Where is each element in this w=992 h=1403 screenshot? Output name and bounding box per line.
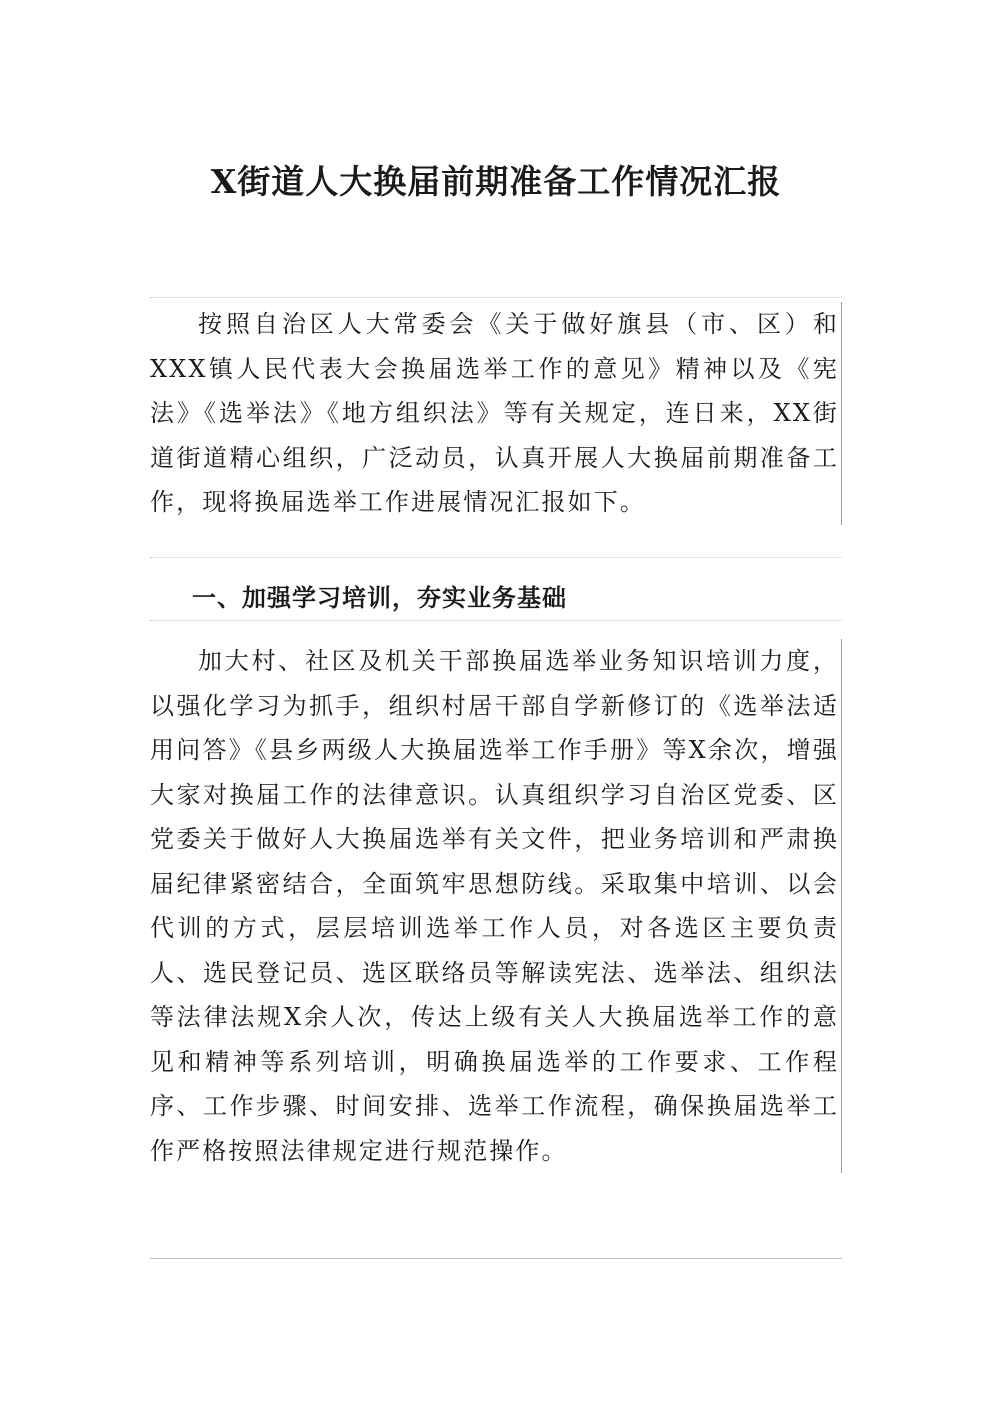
divider-after-intro — [150, 557, 842, 558]
document-title: X街道人大换届前期准备工作情况汇报 — [210, 162, 782, 201]
divider-after-heading — [150, 620, 842, 621]
divider-bottom — [150, 1258, 842, 1259]
divider-top — [150, 297, 842, 298]
section-heading: 一、加强学习培训，夯实业务基础 — [192, 584, 567, 612]
section-body-paragraph: 加大村、社区及机关干部换届选举业务知识培训力度，以强化学习为抓手，组织村居干部自学新修订的《选举法适用问答》《县乡两级人大换届选举工作手册》等X余次，增强大家对换届工作的法律意识。认真组织学习自治区党委、区党委关于做好人大换届选举有关文件，把业务培训和严肃换届纪律紧密结合，全面筑牢思想防线。采取集中培训、以会代训的方式，层层培训选举工作人员，对各选区主要负责人、选民登记员、选区联络员等解读宪法、选举法、组织法等法律法规X余人次，传达上级有关人大换届选举工作的意见和精神等系列培训，明确换届选举的工作要求、工作程序、工作步骤、时间安排、选举工作流程，确保换届选举工作严格按照法律规定进行规范操作。 — [150, 639, 842, 1173]
intro-paragraph: 按照自治区人大常委会《关于做好旗县（市、区）和XXX镇人民代表大会换届选举工作的意见》精神以及《宪法》《选举法》《地方组织法》等有关规定，连日来，XX街道街道精心组织，广泛动员，认真开展人大换届前期准备工作，现将换届选举工作进展情况汇报如下。 — [150, 302, 842, 525]
